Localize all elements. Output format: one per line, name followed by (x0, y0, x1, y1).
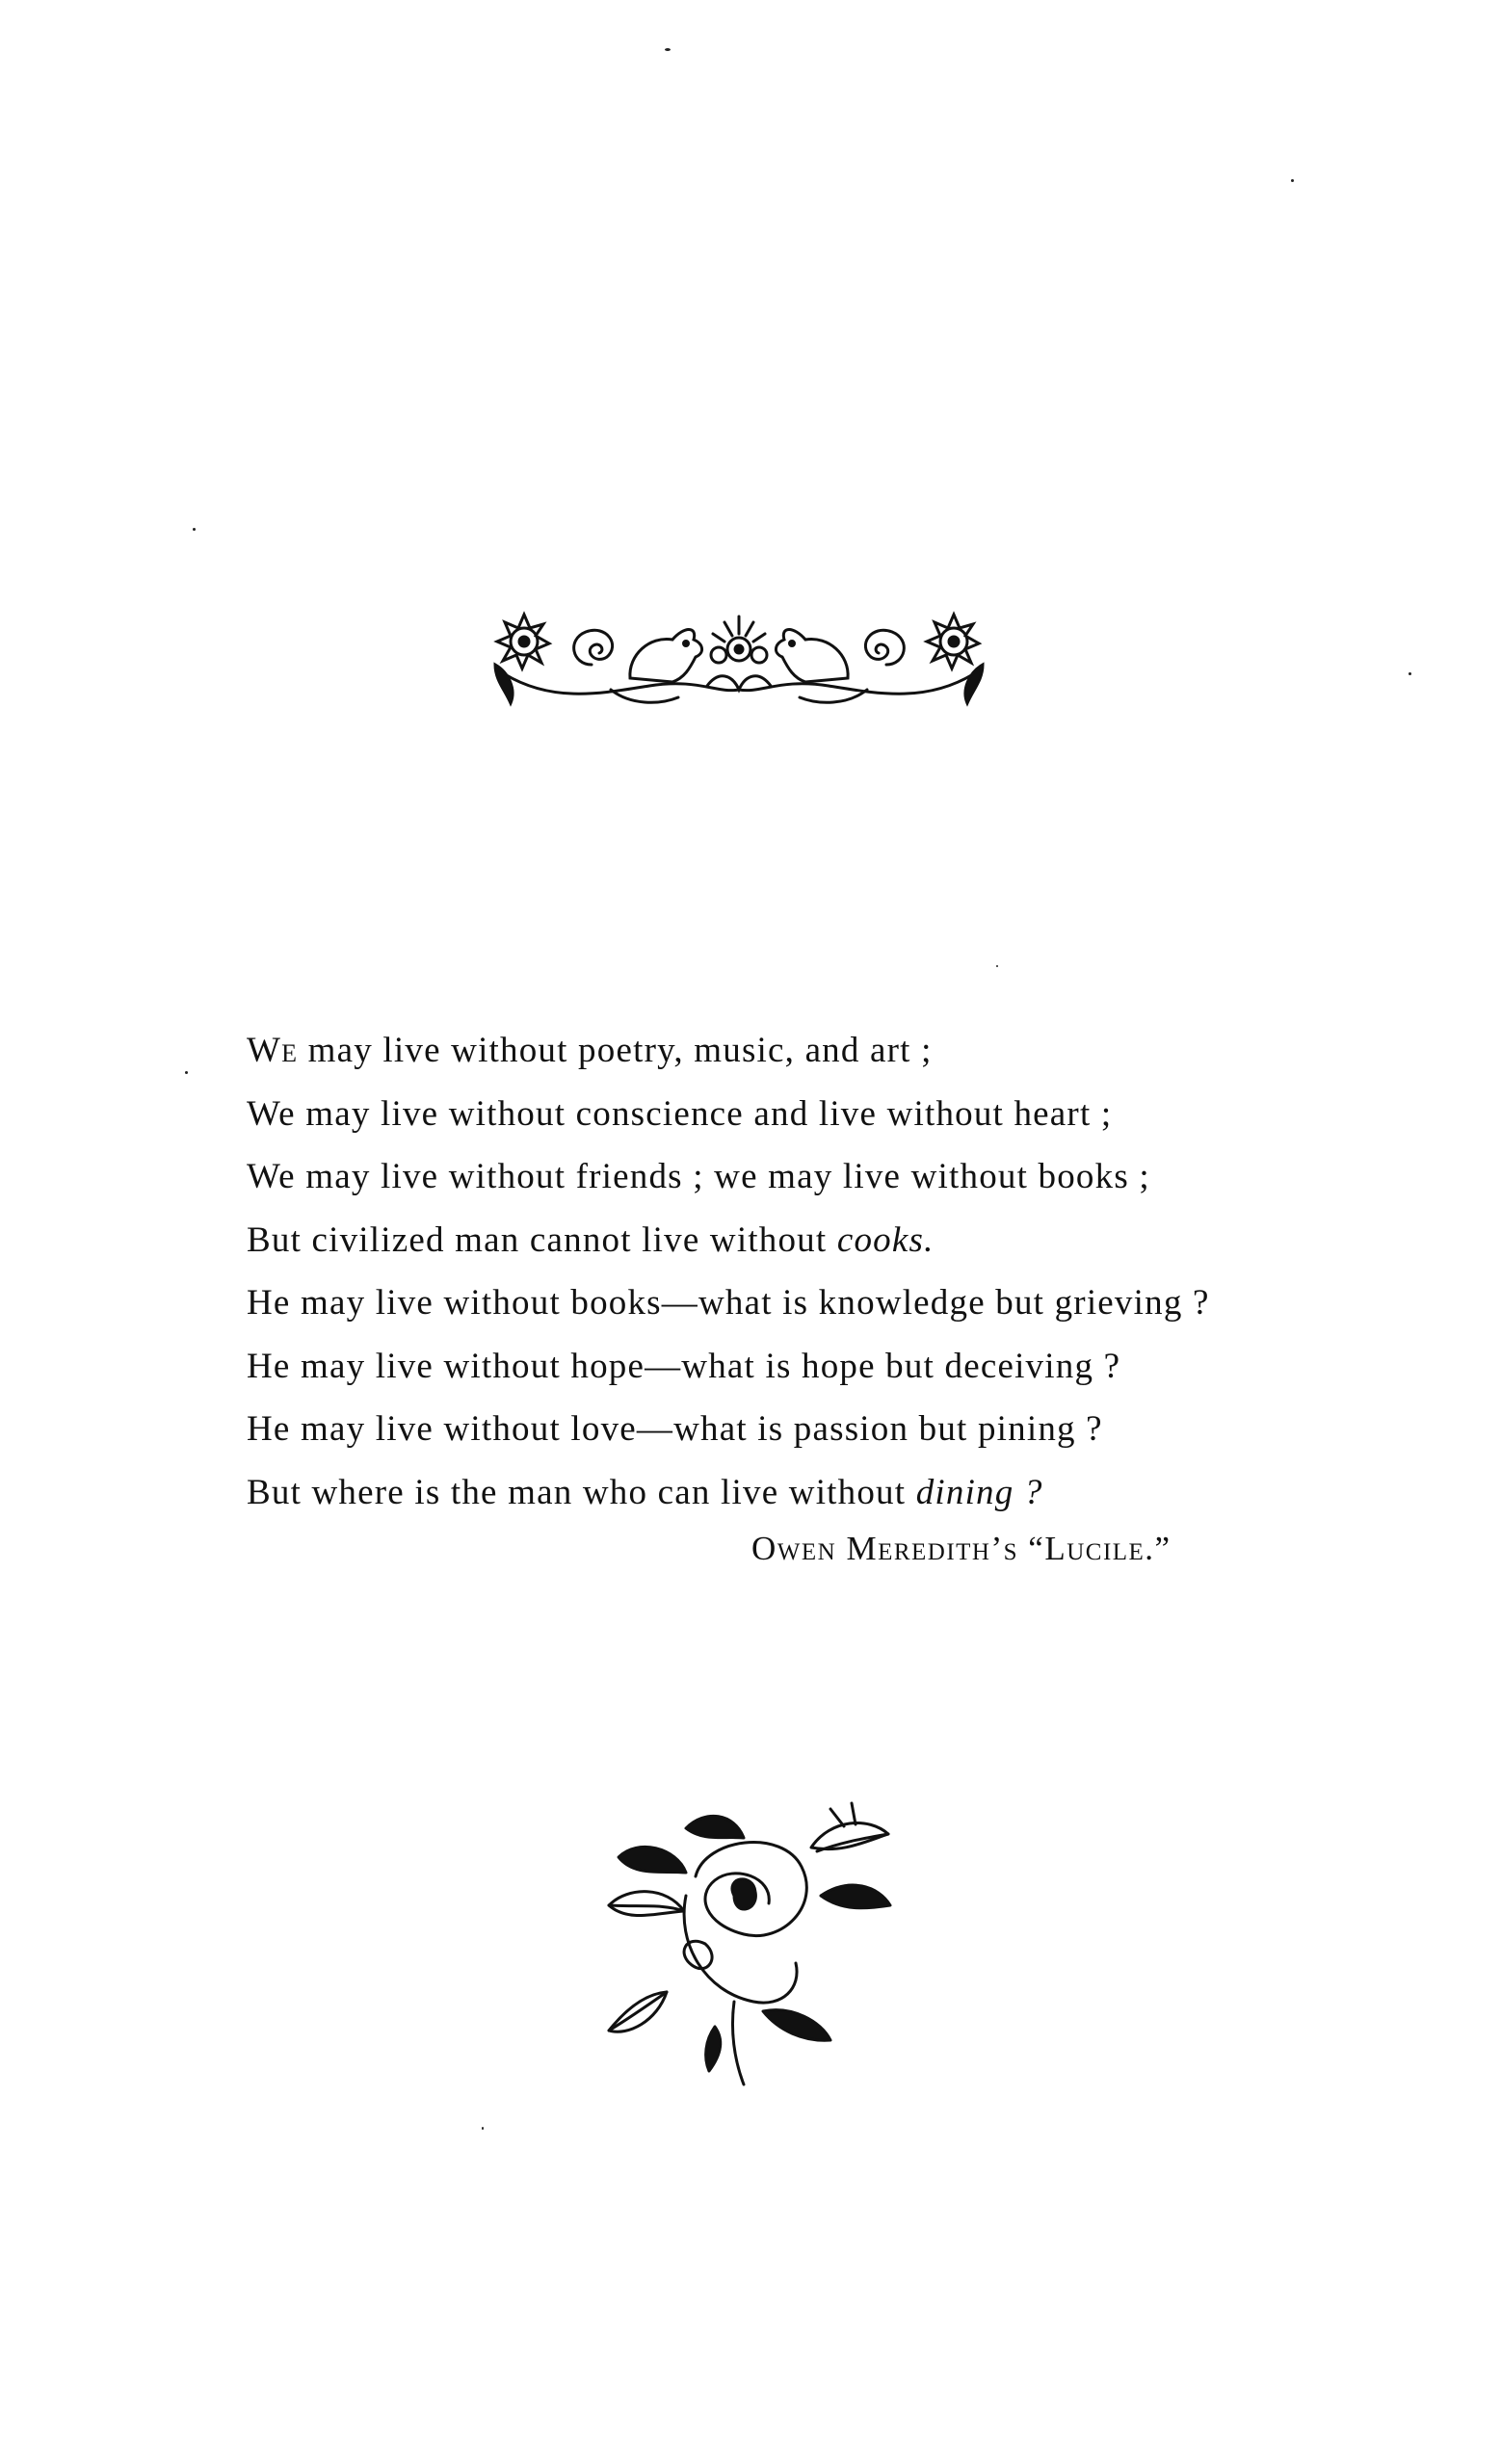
poem-line (247, 1019, 1335, 1083)
page-speck (996, 965, 998, 967)
poem-first-word: We (247, 1031, 299, 1070)
poem-line: We may live without conscience and live without heart ; (247, 1093, 1113, 1134)
poem-line: We may live without friends ; we may live without books ; (247, 1157, 1150, 1196)
poem-line-text: But where is the man who can live without (247, 1472, 916, 1512)
poem-line (247, 1461, 1335, 1525)
poem-italic-word: cooks. (836, 1219, 935, 1260)
page-speck (185, 1071, 188, 1074)
floral-animal-band-icon (466, 597, 1012, 713)
page-speck (193, 528, 196, 531)
poem-stanza (247, 1019, 1335, 1524)
poem-line: He may live without books—what is knowledge but grieving ? (247, 1283, 1210, 1323)
poem-line (247, 1209, 1335, 1272)
poem-attribution: Owen Meredith’s “Lucile.” (751, 1530, 1172, 1567)
page-speck (1409, 672, 1411, 675)
poem-line-text: But civilized man cannot live without (247, 1219, 837, 1260)
page-speck (482, 2127, 484, 2130)
poem-line-text: may live without poetry, music, and art ; (298, 1031, 933, 1070)
page-speck (1291, 179, 1294, 182)
foliate-triangle-ornament-icon (590, 1799, 908, 2088)
poem-line: He may live without hope—what is hope but deceiving ? (247, 1346, 1121, 1386)
poem-italic-word: dining ? (915, 1472, 1043, 1512)
poem-line: He may live without love—what is passion but pining ? (247, 1409, 1103, 1449)
page-speck (665, 48, 671, 51)
